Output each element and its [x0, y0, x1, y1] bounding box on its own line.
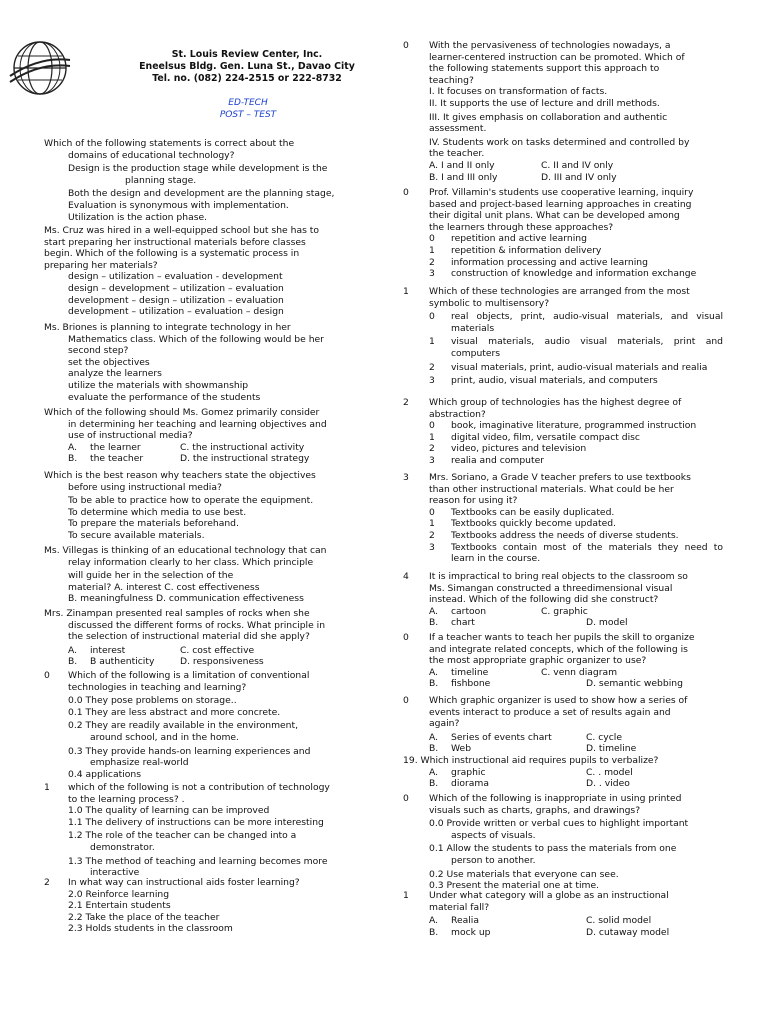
- option: 2.3 Holds students in the classroom: [68, 923, 233, 935]
- option: I. It focuses on transformation of facts.: [429, 86, 608, 98]
- question-stem: material fall?: [429, 901, 490, 913]
- option-row: [429, 606, 723, 618]
- option: 0 Textbooks can be easily duplicated.: [429, 506, 615, 518]
- option: utilize the materials with showmanship: [68, 379, 249, 391]
- option-letter: A.: [429, 605, 439, 617]
- question-stem: start preparing her instructional materials before classes: [44, 236, 306, 248]
- option: 1 visual materials, audio visual materials, print and computers: [429, 336, 723, 359]
- question-stem: Which of the following is a limitation of conventional: [68, 670, 310, 681]
- option: fishbone: [451, 678, 491, 690]
- option: analyze the learners: [68, 368, 162, 380]
- option: planning stage.: [125, 174, 197, 186]
- center-name: St. Louis Review Center, Inc.: [171, 49, 323, 60]
- question-stem: to the learning process? .: [68, 793, 185, 805]
- question-stem: technologies in teaching and learning?: [68, 681, 247, 693]
- option-letter: B.: [429, 678, 439, 690]
- question-stem: discussed the different forms of rocks. What principle in: [68, 619, 326, 631]
- option: 2.2 Take the place of the teacher: [68, 911, 220, 923]
- option: 3 Textbooks contain most of the materials they need to learn in the course.: [429, 541, 723, 565]
- option: 0.0 Provide written or verbal cues to highlight important: [429, 818, 689, 830]
- option: Evaluation is synonymous with implementation.: [68, 199, 289, 211]
- question-stem: 19. Which instructional aid requires pupils to verbalize?: [403, 755, 659, 766]
- question-number: 1: [403, 286, 409, 297]
- question-stem: Ms. Villegas is thinking of an educational technology that can: [44, 545, 327, 556]
- option: 0.1 They are less abstract and more concrete.: [68, 706, 281, 718]
- option: Series of events chart: [451, 731, 552, 743]
- question-stem: reason for using it?: [429, 495, 518, 507]
- option: C. cycle: [586, 731, 623, 743]
- option-row: [429, 743, 723, 755]
- question-r1: [403, 40, 723, 183]
- question-r6: [403, 571, 723, 629]
- option: D. cutaway model: [586, 926, 670, 938]
- option-row: [429, 617, 723, 629]
- option: timeline: [451, 666, 489, 678]
- option: To determine which media to use best.: [68, 506, 247, 518]
- question-stem: preparing her materials?: [44, 259, 158, 271]
- option: D. model: [586, 617, 628, 629]
- option: 3 construction of knowledge and information exchange: [429, 268, 697, 280]
- option: assessment.: [429, 123, 487, 135]
- option: To secure available materials.: [68, 529, 205, 541]
- question-number: 2: [403, 397, 409, 408]
- question-stem: Mrs. Soriano, a Grade V teacher prefers to use textbooks: [429, 472, 691, 483]
- option: 0.1 Allow the students to pass the materials from one: [429, 843, 677, 855]
- question-stem: abstraction?: [429, 408, 486, 420]
- option: C. the instructional activity: [180, 441, 305, 453]
- option: D. . video: [586, 778, 630, 790]
- question-stem: With the pervasiveness of technologies nowadays, a: [429, 40, 671, 51]
- option: D. responsiveness: [180, 656, 264, 668]
- option-letter: A.: [429, 766, 439, 778]
- option: 1.1 The delivery of instructions can be more interesting: [68, 816, 324, 828]
- question-stem: events interact to produce a set of results again and: [429, 706, 671, 718]
- question-r8: [403, 695, 723, 755]
- option-row: [44, 453, 362, 465]
- test-title: POST – TEST: [219, 110, 277, 120]
- option: C. II and IV only: [541, 159, 614, 171]
- center-tel: Tel. no. (082) 224-2515 or 222-8732: [152, 73, 342, 84]
- question-stem: Ms. Simangan constructed a threedimensional visual: [429, 582, 673, 594]
- question-stem: relay information clearly to her class. Which principle: [68, 556, 314, 568]
- question-stem: It is impractical to bring real objects to the classroom so: [429, 571, 688, 582]
- question-r11: [403, 890, 723, 938]
- question-r5: [403, 472, 723, 565]
- question-stem: the most appropriate graphic organizer to use?: [429, 655, 647, 667]
- option-letter: A.: [68, 441, 78, 453]
- option: 1.2 The role of the teacher can be changed into a: [68, 830, 297, 842]
- option-row: [44, 442, 362, 454]
- option-row: [44, 645, 362, 657]
- question-stem: the selection of instructional material did she apply?: [68, 631, 310, 643]
- option: 1.0 The quality of learning can be improved: [68, 805, 270, 817]
- option: To prepare the materials beforehand.: [68, 518, 239, 530]
- option: 3 print, audio, visual materials, and computers: [429, 375, 658, 387]
- question-stem: symbolic to multisensory?: [429, 297, 550, 309]
- option: 0.2 Use materials that everyone can see.: [429, 868, 619, 880]
- question-stem: instead. Which of the following did she construct?: [429, 594, 659, 606]
- question-stem: based and project-based learning approaches in creating: [429, 198, 692, 210]
- question-stem: which of the following is not a contribution of technology: [68, 782, 330, 793]
- question-number: 0: [403, 695, 409, 706]
- question-4: [44, 407, 362, 465]
- option-row: [429, 667, 723, 679]
- question-number: 3: [403, 472, 409, 483]
- option: 0 repetition and active learning: [429, 233, 587, 245]
- question-9: [44, 782, 362, 879]
- option-letter: B.: [68, 453, 78, 465]
- center-address: Eneelsus Bldg. Gen. Luna St., Davao City: [139, 61, 355, 72]
- question-stem: before using instructional media?: [68, 481, 222, 493]
- question-number: 0: [403, 187, 409, 198]
- question-stem: begin. Which of the following is a systematic process in: [44, 248, 300, 260]
- option: 2.1 Entertain students: [68, 900, 171, 912]
- question-stem: Which of the following statements is correct about the: [44, 138, 295, 149]
- option: II. It supports the use of lecture and drill methods.: [429, 97, 660, 109]
- question-r9: [403, 755, 723, 790]
- option: interactive: [90, 867, 140, 879]
- option: 0.3 They provide hands-on learning experiences and: [68, 745, 311, 757]
- question-number: 0: [44, 670, 50, 681]
- option-letter: B.: [68, 656, 78, 668]
- option-row: [429, 160, 723, 172]
- question-2: [44, 225, 362, 318]
- option: the learner: [90, 441, 141, 453]
- option: cartoon: [451, 605, 487, 617]
- option: B authenticity: [90, 656, 155, 668]
- question-stem: Which graphic organizer is used to show how a series of: [429, 695, 688, 706]
- question-5: [44, 470, 362, 542]
- question-stem: Mrs. Zinampan presented real samples of rocks when she: [44, 608, 310, 619]
- question-stem: visuals such as charts, graphs, and drawings?: [429, 804, 641, 816]
- subject-title: ED-TECH: [228, 98, 268, 108]
- option: the teacher: [90, 453, 144, 465]
- option: 2 video, pictures and television: [429, 443, 587, 455]
- question-stem: domains of educational technology?: [68, 149, 235, 161]
- option: 0 book, imaginative literature, programmed instruction: [429, 420, 697, 432]
- question-stem: Ms. Cruz was hired in a well-equipped school but she has to: [44, 225, 320, 236]
- question-stem: than other instructional materials. What could be her: [429, 483, 674, 495]
- option: D. timeline: [586, 743, 637, 755]
- question-stem: the following statements support this approach to: [429, 63, 660, 75]
- option: C. venn diagram: [541, 666, 618, 678]
- question-r7: [403, 632, 723, 690]
- option: 0 real objects, print, audio-visual materials, and visual materials: [429, 311, 723, 334]
- option: 0.3 Present the material one at time.: [429, 880, 600, 892]
- question-r10: [403, 793, 723, 892]
- option: 1 repetition & information delivery: [429, 244, 602, 256]
- option: Utilization is the action phase.: [68, 211, 208, 223]
- option: Realia: [451, 915, 479, 927]
- option: 0.0 They pose problems on storage..: [68, 695, 237, 707]
- option: D. semantic webbing: [586, 678, 683, 690]
- question-stem: use of instructional media?: [68, 430, 193, 442]
- question-stem: Mathematics class. Which of the following would be her: [68, 333, 324, 345]
- option: person to another.: [451, 854, 536, 866]
- option: design – development – utilization – evaluation: [68, 282, 284, 294]
- option-row: [429, 732, 723, 744]
- question-number: 2: [44, 877, 50, 888]
- option-letter: A.: [68, 644, 78, 656]
- option: To be able to practice how to operate the equipment.: [68, 495, 314, 507]
- option: 2 visual materials, print, audio-visual materials and realia: [429, 361, 708, 373]
- option: 2.0 Reinforce learning: [68, 888, 170, 900]
- question-stem: their digital unit plans. What can be developed among: [429, 210, 680, 222]
- option: 3 realia and computer: [429, 454, 545, 466]
- question-stem: second step?: [68, 345, 129, 357]
- option: development – design – utilization – evaluation: [68, 294, 284, 306]
- question-stem: Prof. Villamin's students use cooperative learning, inquiry: [429, 187, 694, 198]
- option: diorama: [451, 778, 489, 790]
- option: C. cost effective: [180, 644, 255, 656]
- question-stem: Which is the best reason why teachers state the objectives: [44, 470, 316, 481]
- question-stem: teaching?: [429, 74, 474, 86]
- option: demonstrator.: [90, 841, 155, 853]
- option: 1 Textbooks quickly become updated.: [429, 518, 616, 530]
- question-stem: Which group of technologies has the highest degree of: [429, 397, 682, 408]
- option-letter: B.: [429, 617, 439, 629]
- option: mock up: [451, 926, 491, 938]
- option: C. . model: [586, 766, 633, 778]
- option: around school, and in the home.: [90, 731, 239, 743]
- question-stem: Ms. Briones is planning to integrate technology in her: [44, 322, 291, 333]
- option: set the objectives: [68, 356, 150, 368]
- question-stem: will guide her in the selection of the: [68, 570, 234, 582]
- option-letter: B.: [429, 778, 439, 790]
- question-number: 1: [44, 782, 50, 793]
- question-6: [44, 545, 362, 605]
- question-stem: again?: [429, 718, 460, 730]
- question-number: 0: [403, 793, 409, 804]
- question-7: [44, 608, 362, 668]
- option: 0.4 applications: [68, 768, 141, 780]
- option: D. the instructional strategy: [180, 453, 310, 465]
- option: interest: [90, 644, 126, 656]
- option: aspects of visuals.: [451, 829, 536, 841]
- question-stem: the learners through these approaches?: [429, 221, 614, 233]
- question-number: 0: [403, 632, 409, 643]
- option: Design is the production stage while development is the: [68, 163, 328, 175]
- question-r3: [403, 286, 723, 387]
- option-row: [429, 915, 723, 927]
- option: development – utilization – evaluation – design: [68, 306, 284, 318]
- question-r4: [403, 397, 723, 467]
- option: Both the design and development are the planning stage,: [68, 188, 335, 200]
- option-row: [429, 172, 723, 184]
- option-row: [429, 678, 723, 690]
- option-letter: B.: [429, 926, 439, 938]
- option: chart: [451, 617, 475, 629]
- question-stem: Under what category will a globe as an instructional: [429, 890, 669, 901]
- option: Web: [451, 743, 472, 755]
- option: evaluate the performance of the students: [68, 391, 261, 403]
- question-stem: If a teacher wants to teach her pupils the skill to organize: [429, 632, 695, 643]
- option: B. I and III only: [429, 171, 498, 183]
- question-number: 4: [403, 571, 409, 582]
- option: A. I and II only: [429, 159, 495, 171]
- option: 1.3 The method of teaching and learning becomes more: [68, 855, 328, 867]
- question-stem: In what way can instructional aids foster learning?: [68, 877, 300, 888]
- question-stem: Which of the following is inappropriate in using printed: [429, 793, 682, 804]
- question-stem: in determining her teaching and learning objectives and: [68, 418, 327, 430]
- option: 0.2 They are readily available in the environment,: [68, 720, 299, 732]
- option: design – utilization – evaluation - development: [68, 271, 283, 283]
- question-number: 1: [403, 890, 409, 901]
- question-stem: Which of these technologies are arranged from the most: [429, 286, 690, 297]
- option: B. meaningfulness D. communication effectiveness: [68, 593, 304, 605]
- question-r2: [403, 187, 723, 280]
- option-letter: A.: [429, 731, 439, 743]
- option: emphasize real-world: [90, 757, 189, 769]
- option: the teacher.: [429, 148, 485, 160]
- question-10: [44, 877, 362, 935]
- question-3: [44, 322, 362, 403]
- question-8: [44, 670, 362, 780]
- globe-logo-icon: [8, 36, 72, 100]
- option-row: [429, 927, 723, 939]
- option-row: [429, 767, 723, 779]
- option: C. graphic: [541, 605, 588, 617]
- option: material? A. interest C. cost effectiveness: [68, 581, 260, 593]
- question-stem: learner-centered instruction can be promoted. Which of: [429, 51, 685, 63]
- option-row: [429, 778, 723, 790]
- option: 2 Textbooks address the needs of diverse students.: [429, 529, 679, 541]
- option: C. solid model: [586, 915, 652, 927]
- question-stem: and integrate related concepts, which of the following is: [429, 643, 688, 655]
- option-letter: B.: [429, 743, 439, 755]
- option-letter: A.: [429, 915, 439, 927]
- option: D. III and IV only: [541, 171, 617, 183]
- option-letter: A.: [429, 666, 439, 678]
- option-row: [44, 656, 362, 668]
- option: 1 digital video, film, versatile compact disc: [429, 431, 640, 443]
- option: IV. Students work on tasks determined and controlled by: [429, 136, 690, 148]
- question-1: [44, 138, 362, 223]
- option: 2 information processing and active learning: [429, 256, 648, 268]
- option: III. It gives emphasis on collaboration and authentic: [429, 111, 668, 123]
- option: graphic: [451, 766, 486, 778]
- question-stem: Which of the following should Ms. Gomez primarily consider: [44, 407, 320, 418]
- question-number: 0: [403, 40, 409, 51]
